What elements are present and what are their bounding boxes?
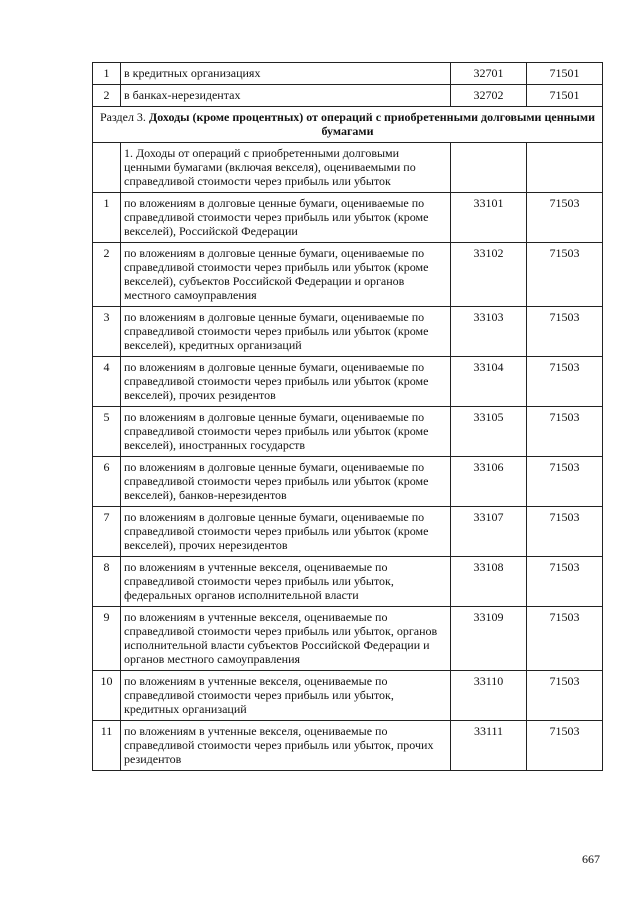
row-description: по вложениям в учтенные векселя, оцениваемые по справедливой стоимости через прибыль или убыток, федеральных органов исполнительной власти: [121, 557, 451, 607]
symbol-code: 71503: [527, 457, 603, 507]
table-row: [93, 507, 603, 557]
group-header: 1. Доходы от операций с приобретенными долговыми ценными бумагами (включая векселя), оцениваемыми по справедливой стоимости через прибыль или убыток: [121, 143, 451, 193]
row-number: 11: [93, 721, 121, 771]
symbol-code: 71503: [527, 721, 603, 771]
symbol-code: 71503: [527, 357, 603, 407]
table-row: [93, 243, 603, 307]
table-row: [93, 457, 603, 507]
table-body: [93, 193, 603, 771]
table-row: [93, 85, 603, 107]
page-number: 667: [582, 852, 600, 866]
row-description: в банках-нерезидентах: [121, 85, 451, 107]
section-title: Доходы (кроме процентных) от операций с приобретенными долговыми ценными бумагами: [148, 110, 595, 138]
row-number: 9: [93, 607, 121, 671]
table-row: [93, 193, 603, 243]
account-code: 33105: [451, 407, 527, 457]
row-number: 3: [93, 307, 121, 357]
row-number: [93, 143, 121, 193]
account-code: 33106: [451, 457, 527, 507]
row-description: по вложениям в долговые ценные бумаги, оцениваемые по справедливой стоимости через прибыль или убыток (кроме векселей), субъектов Российской Федерации и органов местного самоуправления: [121, 243, 451, 307]
row-description: в кредитных организациях: [121, 63, 451, 85]
row-number: 1: [93, 193, 121, 243]
row-number: 2: [93, 243, 121, 307]
table-row: [93, 671, 603, 721]
account-code: 33111: [451, 721, 527, 771]
symbol-code: [527, 143, 603, 193]
table-row: [93, 407, 603, 457]
symbol-code: 71501: [527, 85, 603, 107]
row-number: 6: [93, 457, 121, 507]
row-description: по вложениям в учтенные векселя, оцениваемые по справедливой стоимости через прибыль или убыток, прочих резидентов: [121, 721, 451, 771]
row-description: по вложениям в долговые ценные бумаги, оцениваемые по справедливой стоимости через прибыль или убыток (кроме векселей), прочих резидентов: [121, 357, 451, 407]
accounts-table: [92, 62, 603, 771]
table-row: [93, 721, 603, 771]
account-code: [451, 143, 527, 193]
row-number: 10: [93, 671, 121, 721]
account-code: 32702: [451, 85, 527, 107]
row-number: 2: [93, 85, 121, 107]
account-code: 33102: [451, 243, 527, 307]
account-code: 33108: [451, 557, 527, 607]
symbol-code: 71503: [527, 671, 603, 721]
section-prefix: Раздел 3.: [99, 110, 149, 124]
symbol-code: 71503: [527, 407, 603, 457]
symbol-code: 71501: [527, 63, 603, 85]
row-number: 8: [93, 557, 121, 607]
account-code: 33103: [451, 307, 527, 357]
section-row: [93, 107, 603, 143]
symbol-code: 71503: [527, 243, 603, 307]
section-heading: [93, 107, 603, 143]
row-number: 7: [93, 507, 121, 557]
account-code: 33110: [451, 671, 527, 721]
group-header-row: [93, 143, 603, 193]
row-number: 1: [93, 63, 121, 85]
row-description: по вложениям в долговые ценные бумаги, оцениваемые по справедливой стоимости через прибыль или убыток (кроме векселей), прочих нерезидентов: [121, 507, 451, 557]
account-code: 33107: [451, 507, 527, 557]
row-description: по вложениям в долговые ценные бумаги, оцениваемые по справедливой стоимости через прибыль или убыток (кроме векселей), Российской Федерации: [121, 193, 451, 243]
table-row: [93, 357, 603, 407]
table-top-rows: [93, 63, 603, 193]
symbol-code: 71503: [527, 307, 603, 357]
row-number: 4: [93, 357, 121, 407]
symbol-code: 71503: [527, 607, 603, 671]
table-row: [93, 557, 603, 607]
account-code: 33101: [451, 193, 527, 243]
row-description: по вложениям в долговые ценные бумаги, оцениваемые по справедливой стоимости через прибыль или убыток (кроме векселей), иностранных государств: [121, 407, 451, 457]
row-description: по вложениям в учтенные векселя, оцениваемые по справедливой стоимости через прибыль или убыток, органов исполнительной власти субъектов Российской Федерации и органов местного самоуправления: [121, 607, 451, 671]
table-row: [93, 63, 603, 85]
row-description: по вложениям в долговые ценные бумаги, оцениваемые по справедливой стоимости через прибыль или убыток (кроме векселей), кредитных организаций: [121, 307, 451, 357]
account-code: 32701: [451, 63, 527, 85]
symbol-code: 71503: [527, 557, 603, 607]
table-row: [93, 307, 603, 357]
table-row: [93, 607, 603, 671]
row-description: по вложениям в долговые ценные бумаги, оцениваемые по справедливой стоимости через прибыль или убыток (кроме векселей), банков-нерезидентов: [121, 457, 451, 507]
symbol-code: 71503: [527, 507, 603, 557]
account-code: 33109: [451, 607, 527, 671]
symbol-code: 71503: [527, 193, 603, 243]
row-number: 5: [93, 407, 121, 457]
row-description: по вложениям в учтенные векселя, оцениваемые по справедливой стоимости через прибыль или убыток, кредитных организаций: [121, 671, 451, 721]
account-code: 33104: [451, 357, 527, 407]
